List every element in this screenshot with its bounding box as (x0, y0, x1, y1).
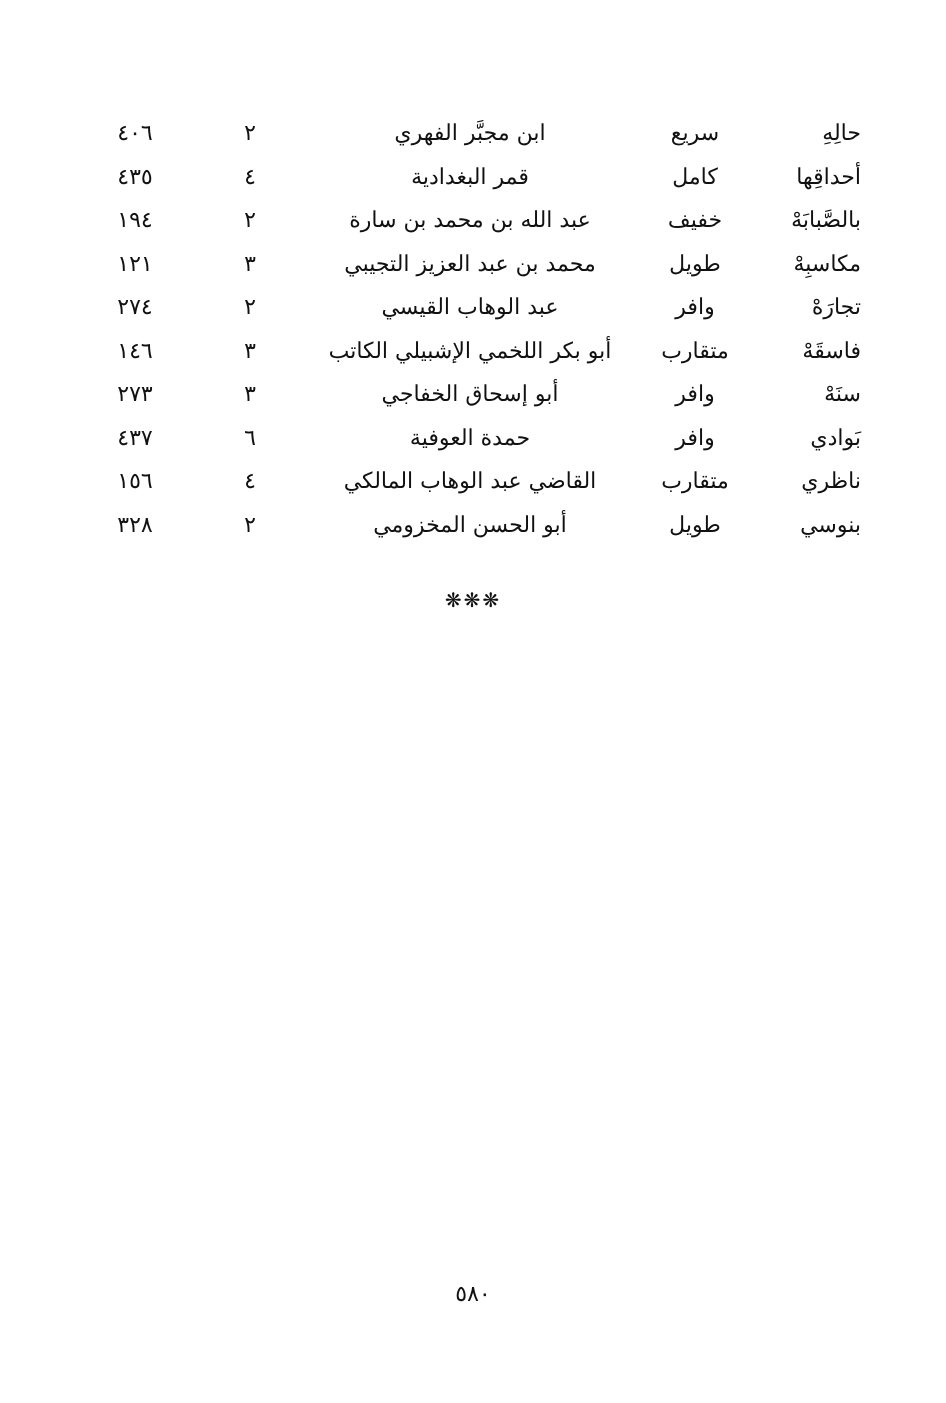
verse-count: ٤ (244, 469, 256, 494)
verse-count: ٦ (244, 425, 256, 451)
page-reference: ١٢١ (117, 251, 153, 277)
verse-count: ٤ (244, 164, 256, 190)
poetic-meter: متقارب (661, 469, 729, 494)
page-reference: ٣٢٨ (117, 512, 153, 538)
page-reference: ١٤٦ (117, 338, 153, 364)
table-row (95, 112, 875, 156)
poetic-meter: وافر (675, 295, 715, 320)
verse-count: ٣ (244, 251, 256, 277)
poetic-meter: وافر (675, 382, 715, 407)
table-row (95, 417, 875, 461)
poet-name: القاضي عبد الوهاب المالكي (343, 469, 597, 494)
rhyme-word: حالِهِ (822, 121, 861, 146)
rhyme-index-table (95, 112, 875, 547)
page-reference: ٢٧٣ (117, 382, 153, 407)
page-reference: ٤٣٥ (117, 164, 153, 190)
verse-count: ٣ (244, 382, 256, 407)
rhyme-word: أحداقِها (796, 164, 861, 190)
rhyme-word: سنَهْ (824, 382, 861, 407)
rhyme-word: بنوسي (800, 512, 861, 538)
poet-name: ابن مجبَّر الفهري (394, 121, 546, 146)
rhyme-word: بالصَّبابَهْ (791, 208, 861, 233)
verse-count: ٢ (244, 208, 256, 233)
poet-name: أبو بكر اللخمي الإشبيلي الكاتب (328, 338, 612, 364)
poet-name: عبد الوهاب القيسي (381, 295, 559, 320)
table-row (95, 243, 875, 287)
rhyme-word: تجارَهْ (811, 295, 861, 320)
poet-name: محمد بن عبد العزيز التجيبي (344, 251, 596, 277)
poetic-meter: طويل (669, 512, 721, 538)
poetic-meter: طويل (669, 251, 721, 277)
table-row (95, 373, 875, 417)
table-row (95, 286, 875, 330)
page-reference: ١٥٦ (117, 469, 153, 494)
table-row (95, 156, 875, 200)
page-reference: ٤٠٦ (117, 121, 153, 146)
table-row (95, 330, 875, 374)
page-reference: ٢٧٤ (117, 295, 153, 320)
rhyme-word: مكاسبِهْ (793, 251, 861, 277)
table-row (95, 460, 875, 504)
poet-name: حمدة العوفية (409, 425, 531, 451)
section-separator: ❋❋❋ (444, 588, 502, 612)
poet-name: أبو الحسن المخزومي (373, 512, 567, 538)
poetic-meter: متقارب (661, 338, 729, 364)
rhyme-word: بَوادي (810, 425, 861, 451)
page-reference: ٤٣٧ (117, 425, 153, 451)
poetic-meter: خفيف (667, 208, 723, 233)
poet-name: أبو إسحاق الخفاجي (381, 382, 559, 407)
poetic-meter: كامل (672, 164, 718, 190)
page-number: ٥٨٠ (455, 1282, 491, 1307)
poet-name: عبد الله بن محمد بن سارة (349, 208, 591, 233)
rhyme-word: فاسقَهْ (802, 338, 861, 364)
table-row (95, 199, 875, 243)
verse-count: ٣ (244, 338, 256, 364)
poet-name: قمر البغدادية (411, 164, 529, 190)
poetic-meter: وافر (675, 425, 715, 451)
page-reference: ١٩٤ (117, 208, 153, 233)
verse-count: ٢ (244, 121, 256, 146)
verse-count: ٢ (244, 512, 256, 538)
rhyme-word: ناظري (801, 469, 861, 494)
table-row (95, 504, 875, 548)
verse-count: ٢ (244, 295, 256, 320)
poetic-meter: سريع (670, 121, 720, 146)
